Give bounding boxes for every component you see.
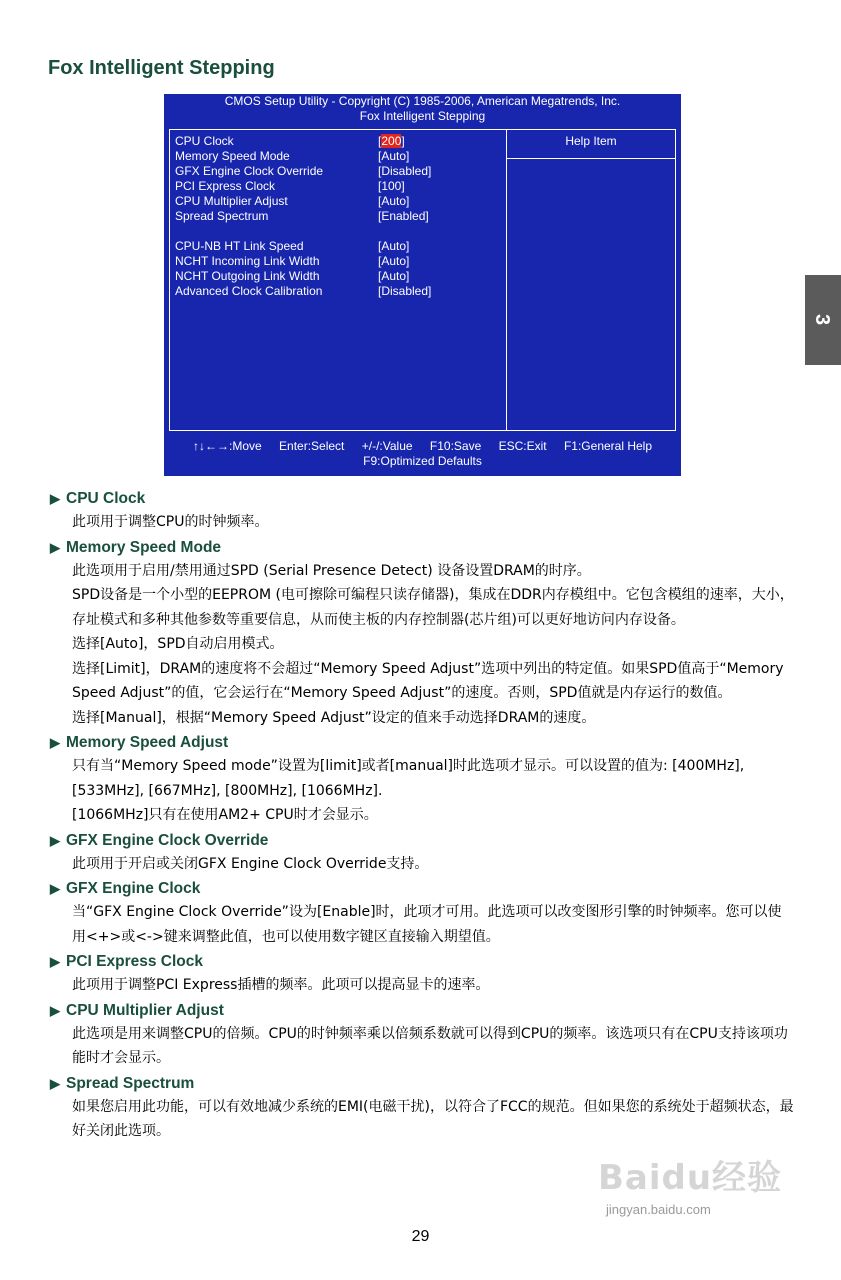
section-memory-speed-adjust	[50, 732, 795, 828]
page-title: Fox Intelligent Stepping	[48, 57, 275, 79]
triangle-bullet-icon: ▶	[50, 539, 60, 555]
section-heading-text: GFX Engine Clock Override	[66, 831, 269, 849]
section-paragraph: 此项用于调整CPU的时钟频率。	[72, 514, 269, 530]
section-spread-spectrum	[50, 1073, 795, 1144]
bios-item-label: NCHT Incoming Link Width	[175, 254, 320, 268]
bios-item-value[interactable]: [Auto]	[378, 269, 410, 283]
bios-item-value[interactable]: [Enabled]	[378, 209, 429, 223]
bios-header-menu-title: Fox Intelligent Stepping	[359, 109, 486, 123]
section-paragraph: 此选项用于启用/禁用通过SPD (Serial Presence Detect) 设备设置DRAM的时序。	[72, 562, 591, 579]
bios-item-gfx-engine-clock-override[interactable]	[175, 164, 431, 179]
bios-item-advanced-clock-calibration[interactable]	[175, 284, 431, 299]
bios-item-ncht-outgoing-link-width[interactable]	[175, 269, 409, 284]
key-hint-value: +/-/:Value	[361, 439, 413, 453]
chapter-number: 3	[811, 313, 834, 326]
triangle-bullet-icon: ▶	[50, 832, 60, 848]
bios-item-cpu-nb-ht-link-speed[interactable]	[175, 239, 409, 254]
triangle-bullet-icon: ▶	[50, 954, 60, 969]
section-heading	[50, 1073, 795, 1095]
bios-item-label: Advanced Clock Calibration	[175, 284, 323, 298]
section-heading-text: CPU Clock	[66, 490, 146, 507]
bios-item-value[interactable]: [200]	[378, 134, 405, 148]
bios-item-label: Memory Speed Mode	[175, 149, 290, 163]
section-paragraph: 选择[Limit]，DRAM的速度将不会超过“Memory Speed Adjust”选项中列出的特定值。如果SPD值高于“Memory Speed Adjust”的值，它会运行在“Memory Speed Adjust”的速度。否则，SPD值就是内存运行的数值。	[72, 660, 784, 701]
section-paragraph: 选择[Manual]，根据“Memory Speed Adjust”设定的值来手动选择DRAM的速度。	[72, 709, 596, 726]
watermark-logo: Baidu经验	[598, 1158, 783, 1198]
bios-item-ncht-incoming-link-width[interactable]	[175, 254, 409, 269]
section-paragraph: SPD设备是一个小型的EEPROM (电可擦除可编程只读存储器)，集成在DDR内存模组中。它包含模组的速率，大小，存址模式和多种其他参数等重要信息，从而使主板的内存控制器(芯片组)可以更好地访问内存设备。	[72, 587, 794, 628]
section-heading	[50, 488, 795, 510]
section-heading	[50, 878, 795, 900]
section-memory-speed-mode	[50, 537, 795, 731]
section-paragraph: 只有当“Memory Speed mode”设置为[limit]或者[manual]时此选项才显示。可以设置的值为: [400MHz], [533MHz], [667MHz], [800MHz], [1066MHz].	[72, 758, 745, 799]
triangle-bullet-icon: ▶	[50, 1002, 60, 1018]
bios-item-value[interactable]: [Auto]	[378, 149, 410, 163]
bios-item-label: GFX Engine Clock Override	[175, 164, 324, 178]
section-heading-text: Memory Speed Mode	[66, 538, 222, 556]
section-heading	[50, 830, 795, 852]
bios-item-memory-speed-mode[interactable]	[175, 149, 409, 164]
bios-item-value[interactable]: [Auto]	[378, 239, 410, 253]
key-hint-save: F10:Save	[429, 439, 482, 453]
section-paragraph: 此选项是用来调整CPU的倍频。CPU的时钟频率乘以倍频系数就可以得到CPU的频率。该选项只有在CPU支持该项功能时才会显示。	[72, 1025, 788, 1066]
key-hint-exit: ESC:Exit	[498, 439, 547, 453]
bios-item-value[interactable]: [Auto]	[378, 254, 410, 268]
section-paragraph: 当“GFX Engine Clock Override”设为[Enable]时，此项才可用。此选项可以改变图形引擎的时钟频率。您可以使用<+>或<->键来调整此值，也可以使用数字键区直接输入期望值。	[72, 904, 782, 945]
key-hint-select: Enter:Select	[279, 439, 345, 453]
section-gfx-engine-clock	[50, 878, 795, 949]
baidu-watermark	[598, 1150, 783, 1217]
section-paragraph: 选择[Auto]，SPD自动启用模式。	[72, 636, 284, 652]
bios-item-pci-express-clock[interactable]	[175, 179, 405, 194]
bios-item-label: Spread Spectrum	[175, 209, 269, 223]
key-hint-help: F1:General Help	[563, 439, 653, 453]
bios-settings-panel	[169, 129, 676, 431]
bios-item-value[interactable]: [100]	[378, 179, 405, 193]
key-hint-move: ↑↓←→:Move	[192, 439, 262, 453]
section-paragraph: [1066MHz]只有在使用AM2+ CPU时才会显示。	[72, 807, 378, 823]
section-cpu-multiplier-adjust	[50, 1000, 795, 1071]
bios-panel-divider	[506, 130, 507, 430]
bios-item-label: CPU Clock	[175, 134, 234, 148]
bios-item-label: CPU Multiplier Adjust	[175, 194, 288, 208]
section-heading-text: Memory Speed Adjust	[66, 734, 229, 751]
bios-header	[164, 94, 681, 124]
section-heading-text: GFX Engine Clock	[66, 880, 201, 897]
section-heading	[50, 1000, 795, 1022]
bios-item-value[interactable]: [Auto]	[378, 194, 410, 208]
bios-item-cpu-clock[interactable]	[175, 134, 405, 149]
section-heading-text: PCI Express Clock	[66, 953, 203, 970]
triangle-bullet-icon: ▶	[50, 881, 60, 896]
section-heading	[50, 951, 795, 973]
watermark-url: jingyan.baidu.com	[606, 1202, 711, 1217]
section-pci-express-clock	[50, 951, 795, 998]
section-heading	[50, 732, 795, 754]
bios-screen	[164, 94, 681, 476]
section-paragraph: 此项用于调整PCI Express插槽的频率。此项可以提高显卡的速率。	[72, 977, 490, 993]
section-paragraph: 如果您启用此功能，可以有效地减少系统的EMI(电磁干扰)，以符合了FCC的规范。但如果您的系统处于超频状态，最好关闭此选项。	[72, 1098, 794, 1139]
bios-key-legend	[164, 439, 681, 469]
bios-item-value[interactable]: [Disabled]	[378, 164, 432, 178]
section-list	[50, 486, 795, 1144]
triangle-bullet-icon: ▶	[50, 491, 60, 506]
help-item-title: Help Item	[507, 130, 675, 159]
section-heading-text: CPU Multiplier Adjust	[66, 1001, 224, 1019]
chapter-tab	[805, 275, 841, 365]
bios-item-value[interactable]: [Disabled]	[378, 284, 432, 298]
bios-selected-value[interactable]: 200	[381, 134, 402, 148]
bios-item-label: NCHT Outgoing Link Width	[175, 269, 320, 283]
key-hint-defaults: F9:Optimized Defaults	[363, 454, 482, 468]
bios-item-spread-spectrum[interactable]	[175, 209, 429, 224]
bios-item-label: PCI Express Clock	[175, 179, 276, 193]
triangle-bullet-icon: ▶	[50, 1075, 60, 1091]
section-heading-text: Spread Spectrum	[66, 1074, 195, 1092]
section-heading	[50, 537, 795, 559]
bios-item-label: CPU-NB HT Link Speed	[175, 239, 304, 253]
triangle-bullet-icon: ▶	[50, 735, 60, 750]
page-number: 29	[411, 1228, 430, 1245]
bios-item-cpu-multiplier-adjust[interactable]	[175, 194, 409, 209]
bios-header-copyright: CMOS Setup Utility - Copyright (C) 1985-2006, American Megatrends, Inc.	[224, 94, 621, 108]
section-cpu-clock	[50, 488, 795, 535]
section-gfx-engine-clock-override	[50, 830, 795, 877]
section-paragraph: 此项用于开启或关闭GFX Engine Clock Override支持。	[72, 855, 429, 872]
